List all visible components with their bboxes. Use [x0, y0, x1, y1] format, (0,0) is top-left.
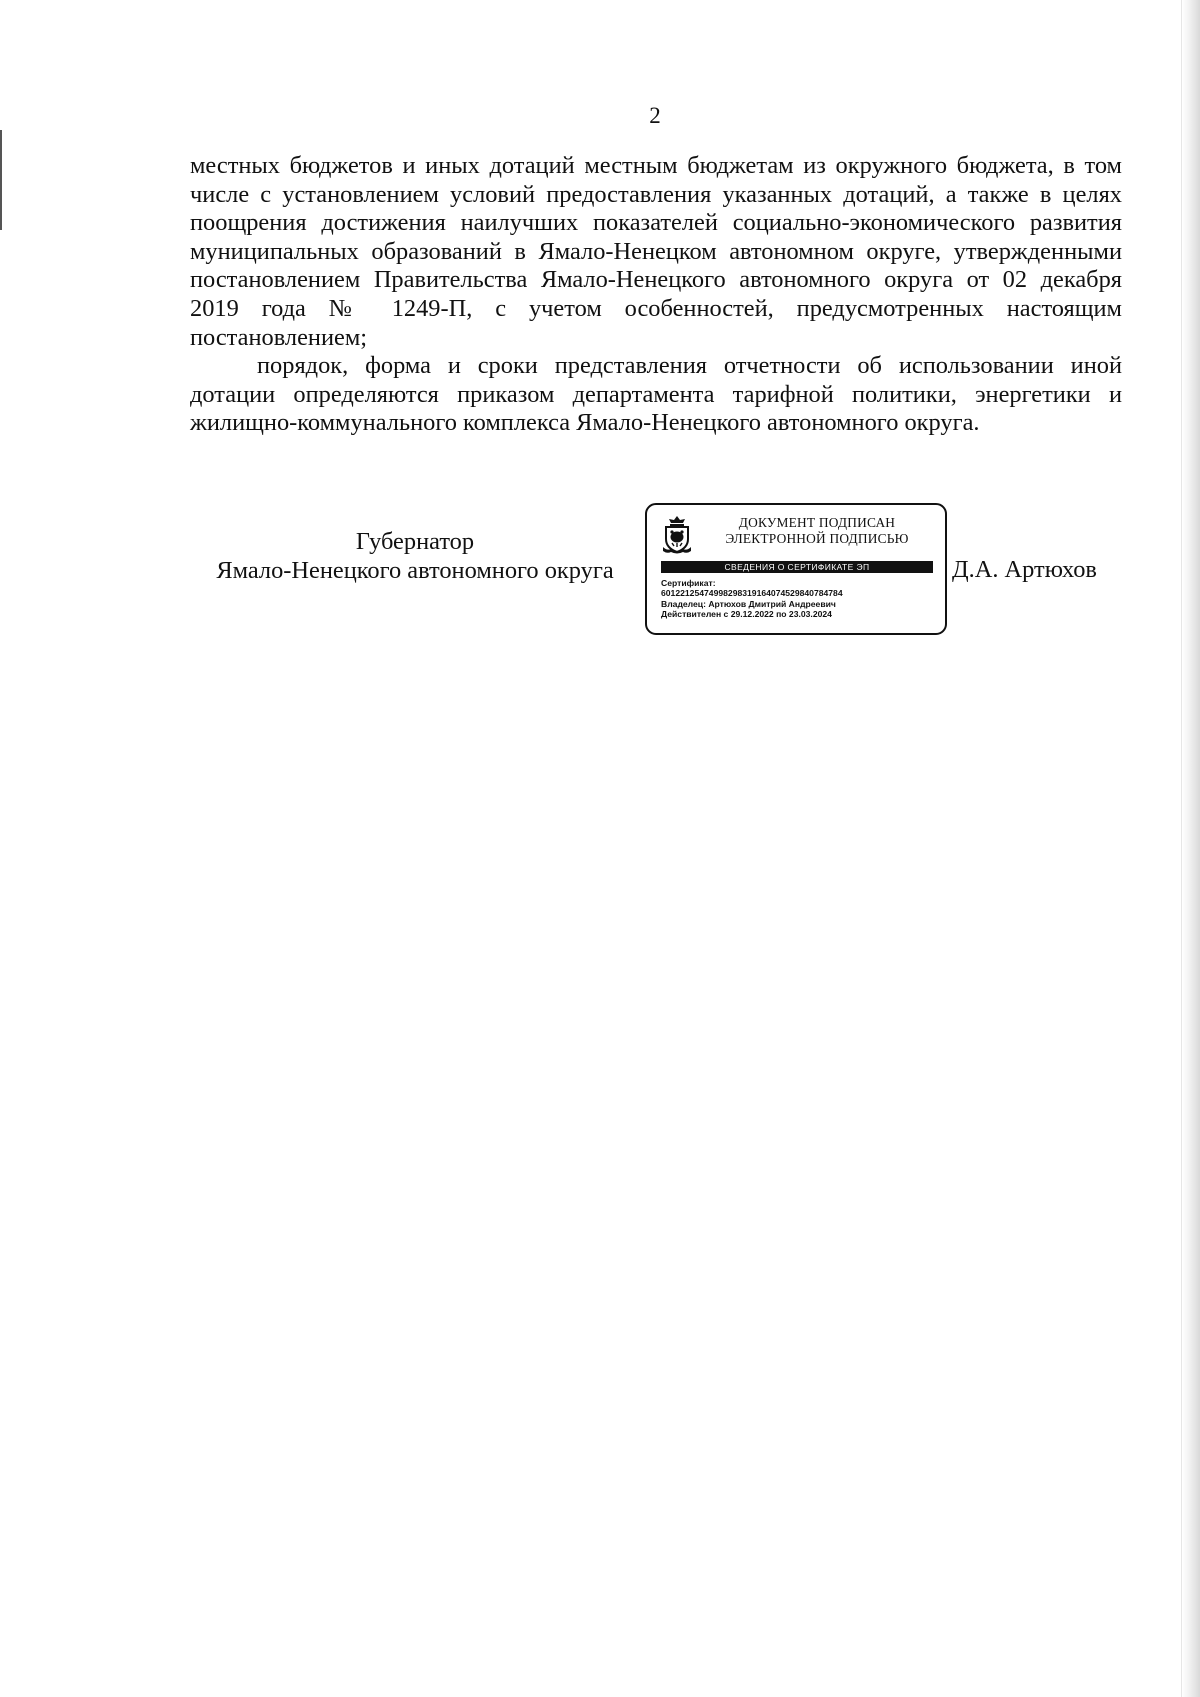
signatory-position-line-2: Ямало-Ненецкого автономного округа: [216, 557, 614, 584]
body-paragraph-1: местных бюджетов и иных дотаций местным бюджетам из окружного бюджета, в том числе с установлением условий предоставления указанных дотаций, а также в целях поощрения достижения наилучших показателей социально-экономического развития муниципальных образований в Ямало-Ненецком автономном округе, утвержденными постановлением Правительства Ямало-Ненецкого автономного округа от 02 декабря 2019 года № 1249-П, с учетом особенностей, предусмотренных настоящим постановлением;: [190, 152, 1122, 351]
electronic-signature-stamp: [645, 503, 947, 635]
signatory-name: Д.А. Артюхов: [952, 556, 1097, 583]
coat-of-arms-icon: [661, 515, 693, 555]
scan-right-edge-shadow: [1182, 0, 1200, 1697]
stamp-header-line-2: ЭЛЕКТРОННОЙ ПОДПИСЬЮ: [725, 531, 909, 546]
certificate-owner: Владелец: Артюхов Дмитрий Андреевич: [661, 598, 836, 609]
stamp-certificate-bar: СВЕДЕНИЯ О СЕРТИФИКАТЕ ЭП: [661, 561, 933, 573]
scan-left-edge-mark: [0, 130, 2, 230]
signatory-position-line-1: Губернатор: [355, 528, 475, 555]
certificate-validity: Действителен с 29.12.2022 по 23.03.2024: [661, 609, 832, 620]
certificate-label: Сертификат:: [661, 578, 716, 588]
page-number: 2: [649, 103, 661, 128]
stamp-header-line-1: ДОКУМЕНТ ПОДПИСАН: [738, 515, 896, 530]
signatory-position: [190, 527, 640, 585]
stamp-certificate-info: [661, 578, 943, 620]
document-body: [190, 152, 1122, 438]
body-paragraph-2: порядок, форма и сроки представления отчетности об использовании иной дотации определяются приказом департамента тарифной политики, энергетики и жилищно-коммунального комплекса Ямало-Ненецкого автономного округа.: [190, 352, 1122, 437]
stamp-header: [699, 515, 935, 547]
certificate-number: 60122125474998298319164074529840784784: [661, 588, 843, 599]
